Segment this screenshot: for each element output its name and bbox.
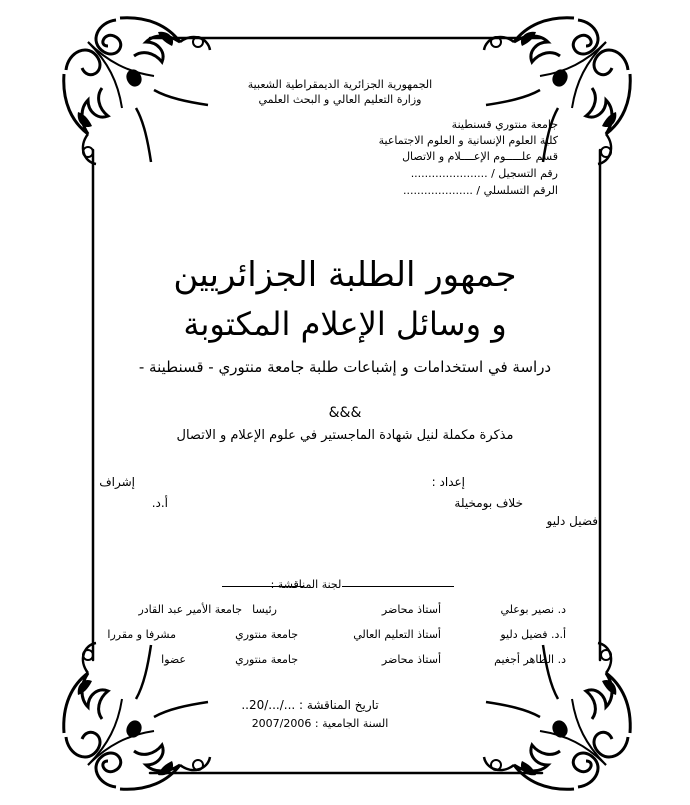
student-name: خلاف بومخيلة bbox=[454, 496, 523, 510]
member-name: د. الطاهر أجغيم bbox=[494, 653, 566, 666]
member-role: رئيسا bbox=[252, 603, 277, 616]
member-name: أ.د. فضيل دليو bbox=[500, 628, 566, 641]
supervisor-title: أ.د. bbox=[151, 496, 168, 510]
ministry-name: وزارة التعليم العالي و البحث العلمي bbox=[258, 93, 422, 106]
member-role: عضوا bbox=[161, 653, 186, 666]
title-separator: &&& bbox=[328, 405, 362, 421]
supervision-label: إشراف : bbox=[91, 475, 135, 489]
member-rank: أستاذ التعليم العالي bbox=[353, 628, 441, 641]
university-name: جامعة منتوري قسنطينة bbox=[451, 118, 558, 131]
member-rank: أستاذ محاضر bbox=[381, 603, 441, 616]
member-university: جامعة الأمير عبد القادر bbox=[138, 603, 242, 616]
thesis-title-line-2: و وسائل الإعلام المكتوبة bbox=[183, 305, 507, 343]
academic-year: السنة الجامعية : 2007/2006 bbox=[251, 717, 389, 730]
thesis-title-line-1: جمهور الطلبة الجزائريين bbox=[173, 255, 517, 295]
member-university: جامعة منتوري bbox=[235, 628, 298, 641]
thesis-degree-note: مذكرة مكملة لنيل شهادة الماجستير في علوم الإعلام و الاتصال bbox=[176, 428, 514, 443]
member-name: د. نصير بوعلي bbox=[500, 603, 566, 616]
member-rank: أستاذ محاضر bbox=[381, 653, 441, 666]
faculty-name: كلية العلوم الإنسانية و العلوم الاجتماعية bbox=[378, 134, 558, 147]
member-role: مشرفا و مقررا bbox=[107, 628, 176, 641]
committee-heading: لجنة المناقشة : bbox=[270, 578, 342, 591]
defense-date: تاريخ المناقشة : .../.../20.. bbox=[241, 698, 379, 712]
corner-ornament-bottom-left-icon bbox=[64, 643, 210, 789]
thesis-subtitle: دراسة في استخدامات و إشباعات طلبة جامعة منتوري - قسنطينة - bbox=[138, 358, 552, 376]
registration-number: رقم التسجيل / ...................... bbox=[410, 167, 558, 180]
corner-ornament-top-left-icon bbox=[64, 18, 210, 164]
republic-name: الجمهورية الجزائرية الديمقراطية الشعبية bbox=[247, 78, 433, 91]
member-university: جامعة منتوري bbox=[235, 653, 298, 666]
committee-rule-right bbox=[342, 586, 454, 587]
supervisor-name: فضيل دليو bbox=[546, 514, 598, 528]
department-name: قسم علـــــوم الإعــــلام و الاتصال bbox=[402, 150, 558, 163]
committee-rule-left bbox=[222, 586, 304, 587]
serial-number: الرقم التسلسلي / .................... bbox=[403, 184, 558, 197]
prepared-by-label: إعداد : bbox=[431, 475, 465, 489]
